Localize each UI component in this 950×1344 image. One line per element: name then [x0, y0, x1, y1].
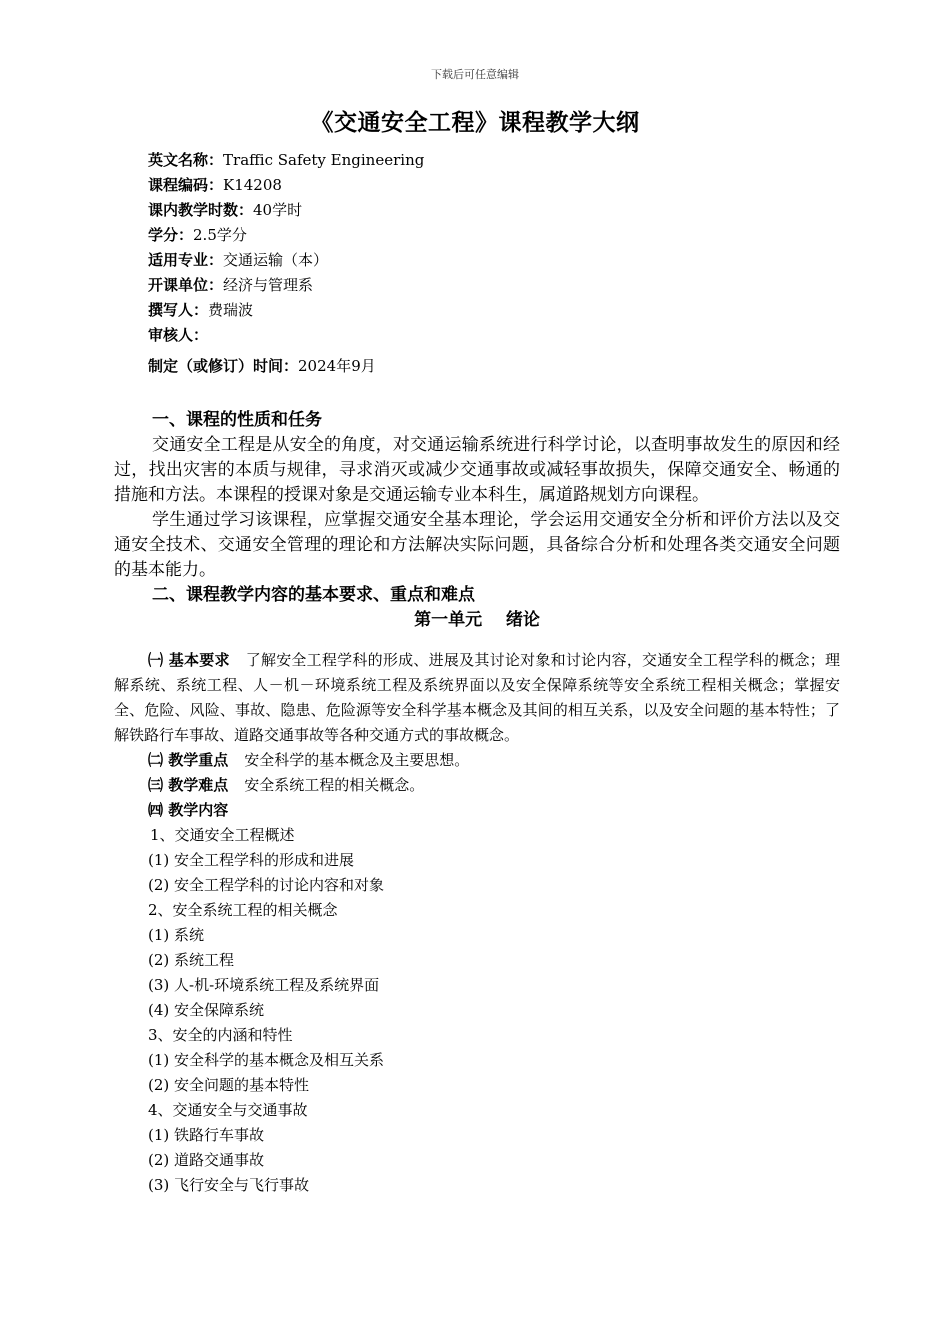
paragraph: 学生通过学习该课程，应掌握交通安全基本理论，学会运用交通安全分析和评价方法以及交通安全技术、交通安全管理的理论和方法解决实际问题，具备综合分析和处理各类交通安全问题的基本能力。 [114, 510, 840, 580]
list-item: (2) 系统工程 [148, 951, 235, 969]
list-item: 1、交通安全工程概述 [150, 826, 295, 844]
meta-value: 40学时 [253, 201, 303, 219]
list-item: (1) 系统 [148, 926, 205, 944]
meta-credits [148, 223, 424, 248]
list-item: (4) 安全保障系统 [148, 1001, 265, 1019]
document-body [114, 408, 840, 1198]
key-points [114, 748, 840, 773]
meta-reviewer [148, 323, 424, 348]
meta-label: 学分： [148, 226, 194, 244]
meta-department [148, 273, 424, 298]
list-item: (2) 道路交通事故 [148, 1151, 265, 1169]
meta-revision-date [148, 354, 424, 379]
meta-label: 课程编码： [148, 176, 224, 194]
key-points-text: 安全科学的基本概念及主要思想。 [244, 751, 470, 769]
meta-value: Traffic Safety Engineering [223, 151, 425, 169]
meta-author [148, 298, 424, 323]
meta-value: 交通运输（本） [223, 251, 329, 269]
meta-value: K14208 [223, 176, 282, 194]
meta-value: 2.5学分 [193, 226, 247, 244]
list-item: (2) 安全问题的基本特性 [148, 1076, 310, 1094]
difficulties-label: ㈢ 教学难点 [148, 776, 229, 794]
list-item: 3、安全的内涵和特性 [148, 1026, 293, 1044]
section-heading: 二、课程教学内容的基本要求、重点和难点 [152, 585, 475, 605]
meta-label: 课内教学时数： [148, 201, 254, 219]
meta-major [148, 248, 424, 273]
teaching-content-label: ㈣ 教学内容 [148, 801, 229, 819]
list-item: (3) 人-机-环境系统工程及系统界面 [148, 976, 380, 994]
meta-course-code [148, 173, 424, 198]
meta-value: 费瑞波 [208, 301, 254, 319]
section-heading: 一、课程的性质和任务 [152, 410, 322, 430]
key-points-label: ㈡ 教学重点 [148, 751, 229, 769]
document-title: 《交通安全工程》课程教学大纲 [310, 109, 640, 136]
unit-title: 第一单元 绪论 [414, 610, 540, 630]
meta-label: 英文名称： [148, 151, 224, 169]
list-item: 2、安全系统工程的相关概念 [148, 901, 338, 919]
list-item: (1) 铁路行车事故 [148, 1126, 265, 1144]
meta-value: 2024年9月 [298, 357, 376, 375]
list-item: (3) 飞行安全与飞行事故 [148, 1176, 310, 1194]
difficulties [114, 773, 840, 798]
list-item: (1) 安全工程学科的形成和进展 [148, 851, 355, 869]
content-list [114, 823, 840, 1198]
list-item: 4、交通安全与交通事故 [148, 1101, 308, 1119]
header-note: 下载后可任意编辑 [431, 68, 519, 81]
difficulties-text: 安全系统工程的相关概念。 [244, 776, 425, 794]
meta-value: 经济与管理系 [223, 276, 314, 294]
course-metadata [148, 148, 424, 379]
meta-label: 撰写人： [148, 301, 209, 319]
paragraph: 交通安全工程是从安全的角度，对交通运输系统进行科学讨论，以查明事故发生的原因和经过，找出灾害的本质与规律，寻求消灭或减少交通事故或减轻事故损失，保障交通安全、畅通的措施和方法。本课程的授课对象是交通运输专业本科生，属道路规划方向课程。 [114, 435, 840, 505]
basic-requirement-text: 了解安全工程学科的形成、进展及其讨论对象和讨论内容，交通安全工程学科的概念；理解系统、系统工程、人－机－环境系统工程及系统界面以及安全保障系统等安全系统工程相关概念；掌握安全、危险、风险、事故、隐患、危险源等安全科学基本概念及其间的相互关系，以及安全问题的基本特性；了解铁路行车事故、道路交通事故等各种交通方式的事故概念。 [114, 651, 840, 744]
meta-label: 制定（或修订）时间： [148, 357, 299, 375]
basic-requirement [114, 648, 840, 748]
list-item: (1) 安全科学的基本概念及相互关系 [148, 1051, 385, 1069]
meta-teaching-hours [148, 198, 424, 223]
meta-label: 开课单位： [148, 276, 224, 294]
meta-label: 审核人： [148, 326, 209, 344]
meta-label: 适用专业： [148, 251, 224, 269]
teaching-content [114, 798, 840, 823]
meta-english-name [148, 148, 424, 173]
list-item: (2) 安全工程学科的讨论内容和对象 [148, 876, 385, 894]
basic-requirement-label: ㈠ 基本要求 [148, 651, 230, 669]
